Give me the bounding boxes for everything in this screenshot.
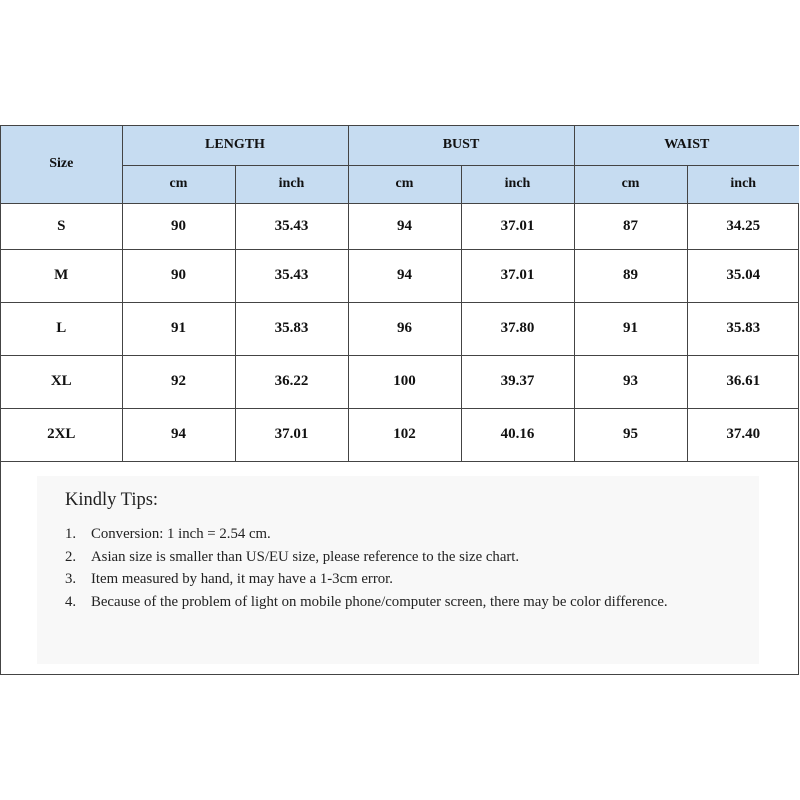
bust-inch-cell: 37.80 [461, 302, 574, 355]
tip-number: 2. [65, 548, 77, 565]
waist-cm-cell: 95 [574, 408, 687, 461]
tip-text: Item measured by hand, it may have a 1-3cm error. [91, 571, 393, 588]
length-inch-cell: 35.83 [235, 302, 348, 355]
bust-inch-cell: 40.16 [461, 408, 574, 461]
length-cm-cell: 91 [122, 302, 235, 355]
tip-text: Asian size is smaller than US/EU size, please reference to the size chart. [91, 548, 520, 565]
length-cm-cell: 92 [122, 355, 235, 408]
tip-number: 1. [65, 526, 77, 542]
waist-inch-cell: 35.04 [687, 249, 799, 302]
list-item [65, 591, 745, 614]
table-header [1, 126, 799, 203]
waist-inch-cell: 37.40 [687, 408, 799, 461]
size-column-header: Size [1, 126, 122, 203]
length-group-header: LENGTH [122, 126, 348, 165]
length-cm-cell: 90 [122, 249, 235, 302]
header-group-row [1, 126, 799, 165]
size-cell: XL [1, 355, 122, 408]
bust-inch-cell: 39.37 [461, 355, 574, 408]
size-cell: S [1, 203, 122, 249]
length-inch-header: inch [235, 165, 348, 203]
table-row [1, 302, 799, 355]
table-row [1, 408, 799, 461]
waist-cm-cell: 89 [574, 249, 687, 302]
length-cm-cell: 94 [122, 408, 235, 461]
size-cell: M [1, 249, 122, 302]
waist-cm-cell: 93 [574, 355, 687, 408]
list-item [65, 546, 745, 569]
table-body [1, 203, 799, 461]
length-inch-cell: 36.22 [235, 355, 348, 408]
bust-cm-cell: 100 [348, 355, 461, 408]
size-cell: 2XL [1, 408, 122, 461]
waist-inch-cell: 34.25 [687, 203, 799, 249]
bust-inch-cell: 37.01 [461, 249, 574, 302]
table-row [1, 355, 799, 408]
size-table [1, 126, 799, 462]
table-row [1, 203, 799, 249]
bust-inch-header: inch [461, 165, 574, 203]
length-inch-cell: 37.01 [235, 408, 348, 461]
bust-cm-header: cm [348, 165, 461, 203]
tip-number: 3. [65, 571, 77, 588]
waist-group-header: WAIST [574, 126, 799, 165]
size-chart-card [0, 125, 799, 675]
list-item [65, 568, 745, 591]
bust-cm-cell: 96 [348, 302, 461, 355]
kindly-tips-panel [37, 476, 759, 664]
waist-inch-cell: 36.61 [687, 355, 799, 408]
waist-cm-cell: 87 [574, 203, 687, 249]
size-cell: L [1, 302, 122, 355]
length-cm-header: cm [122, 165, 235, 203]
tips-list [65, 523, 745, 613]
waist-inch-header: inch [687, 165, 799, 203]
tip-text: Because of the problem of light on mobile phone/computer screen, there may be color difference. [91, 593, 668, 610]
bust-cm-cell: 102 [348, 408, 461, 461]
tip-number: 4. [65, 593, 77, 610]
list-item [65, 523, 745, 546]
bust-inch-cell: 37.01 [461, 203, 574, 249]
waist-cm-cell: 91 [574, 302, 687, 355]
waist-inch-cell: 35.83 [687, 302, 799, 355]
table-row [1, 249, 799, 302]
length-cm-cell: 90 [122, 203, 235, 249]
bust-cm-cell: 94 [348, 249, 461, 302]
bust-group-header: BUST [348, 126, 574, 165]
tips-title: Kindly Tips: [65, 490, 159, 510]
tip-text: Conversion: 1 inch = 2.54 cm. [91, 526, 271, 542]
length-inch-cell: 35.43 [235, 249, 348, 302]
bust-cm-cell: 94 [348, 203, 461, 249]
length-inch-cell: 35.43 [235, 203, 348, 249]
waist-cm-header: cm [574, 165, 687, 203]
